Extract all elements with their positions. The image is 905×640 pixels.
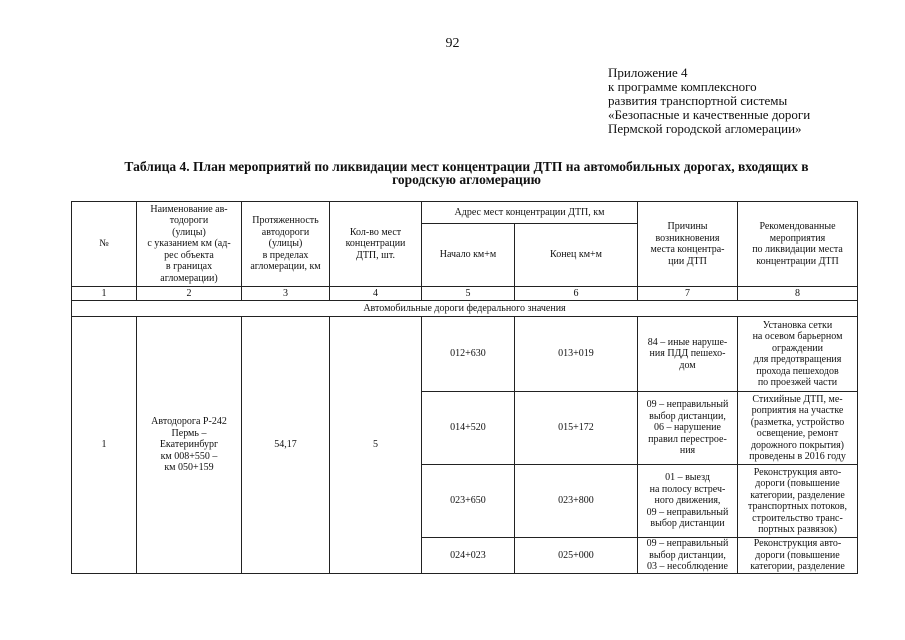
cell-cause: 09 – неправильный выбор дистанции, 03 – несоблюдение — [638, 538, 738, 574]
column-number: 5 — [422, 287, 515, 301]
header-causes: Причины возникновения места концентра- ции ДТП — [638, 202, 738, 287]
appendix-note — [608, 66, 810, 136]
column-number: 4 — [330, 287, 422, 301]
header-length: Протяженность автодороги (улицы) в пределах агломерации, км — [242, 202, 330, 287]
column-number: 8 — [738, 287, 858, 301]
cell-cause: 84 – иные наруше- ния ПДД пешехо- дом — [638, 317, 738, 392]
measures-table — [71, 201, 858, 574]
cell-measure: Установка сетки на осевом барьерном ограждении для предотвращения прохода пешеходов по проезжей части — [738, 317, 858, 392]
table-title: Таблица 4. План мероприятий по ликвидации мест концентрации ДТП на автомобильных дорогах, входящих в городскую агломерацию — [124, 159, 809, 187]
header-address-group: Адрес мест концентрации ДТП, км — [422, 202, 638, 224]
header-measures: Рекомендованные мероприятия по ликвидации места концентрации ДТП — [738, 202, 858, 287]
cell-end: 025+000 — [515, 538, 638, 574]
appendix-line: «Безопасные и качественные дороги — [608, 107, 811, 122]
header-start: Начало км+м — [422, 224, 515, 287]
table-row — [72, 317, 858, 392]
header-end: Конец км+м — [515, 224, 638, 287]
header-row — [72, 202, 858, 224]
road-length: 54,17 — [242, 317, 330, 574]
cell-end: 023+800 — [515, 465, 638, 538]
cell-measure: Реконструкция авто- дороги (повышение категории, разделение — [738, 538, 858, 574]
cell-end: 015+172 — [515, 392, 638, 465]
cell-measure: Реконструкция авто- дороги (повышение категории, разделение транспортных потоков, строительство транс- портных развязок) — [738, 465, 858, 538]
appendix-line: к программе комплексного — [608, 79, 757, 94]
cell-measure: Стихийные ДТП, ме- роприятия на участке (разметка, устройство освещение, ремонт дорожного покрытия) проведены в 2016 году — [738, 392, 858, 465]
cell-start: 014+520 — [422, 392, 515, 465]
cell-cause: 01 – выезд на полосу встреч- ного движения, 09 – неправильный выбор дистанции — [638, 465, 738, 538]
cell-cause: 09 – неправильный выбор дистанции, 06 – нарушение правил перестрое- ния — [638, 392, 738, 465]
column-number: 3 — [242, 287, 330, 301]
cell-start: 023+650 — [422, 465, 515, 538]
cell-start: 024+023 — [422, 538, 515, 574]
appendix-line: развития транспортной системы — [608, 93, 788, 108]
appendix-line: Пермской городской агломерации» — [608, 121, 802, 136]
cell-start: 012+630 — [422, 317, 515, 392]
road-count: 5 — [330, 317, 422, 574]
column-number: 2 — [137, 287, 242, 301]
column-number: 6 — [515, 287, 638, 301]
cell-end: 013+019 — [515, 317, 638, 392]
section-title: Автомобильные дороги федерального значения — [72, 301, 858, 317]
road-name: Автодорога Р-242 Пермь – Екатеринбург км 008+550 – км 050+159 — [137, 317, 242, 574]
page-number: 92 — [445, 36, 460, 51]
header-count: Кол-во мест концентрации ДТП, шт. — [330, 202, 422, 287]
column-numbers-row — [72, 287, 858, 301]
column-number: 1 — [72, 287, 137, 301]
column-number: 7 — [638, 287, 738, 301]
section-row — [72, 301, 858, 317]
road-num: 1 — [72, 317, 137, 574]
appendix-line: Приложение 4 — [608, 65, 688, 80]
header-road-name: Наименование ав- тодороги (улицы) с указанием км (ад- рес объекта в границах агломерации) — [137, 202, 242, 287]
header-num: № — [72, 202, 137, 287]
